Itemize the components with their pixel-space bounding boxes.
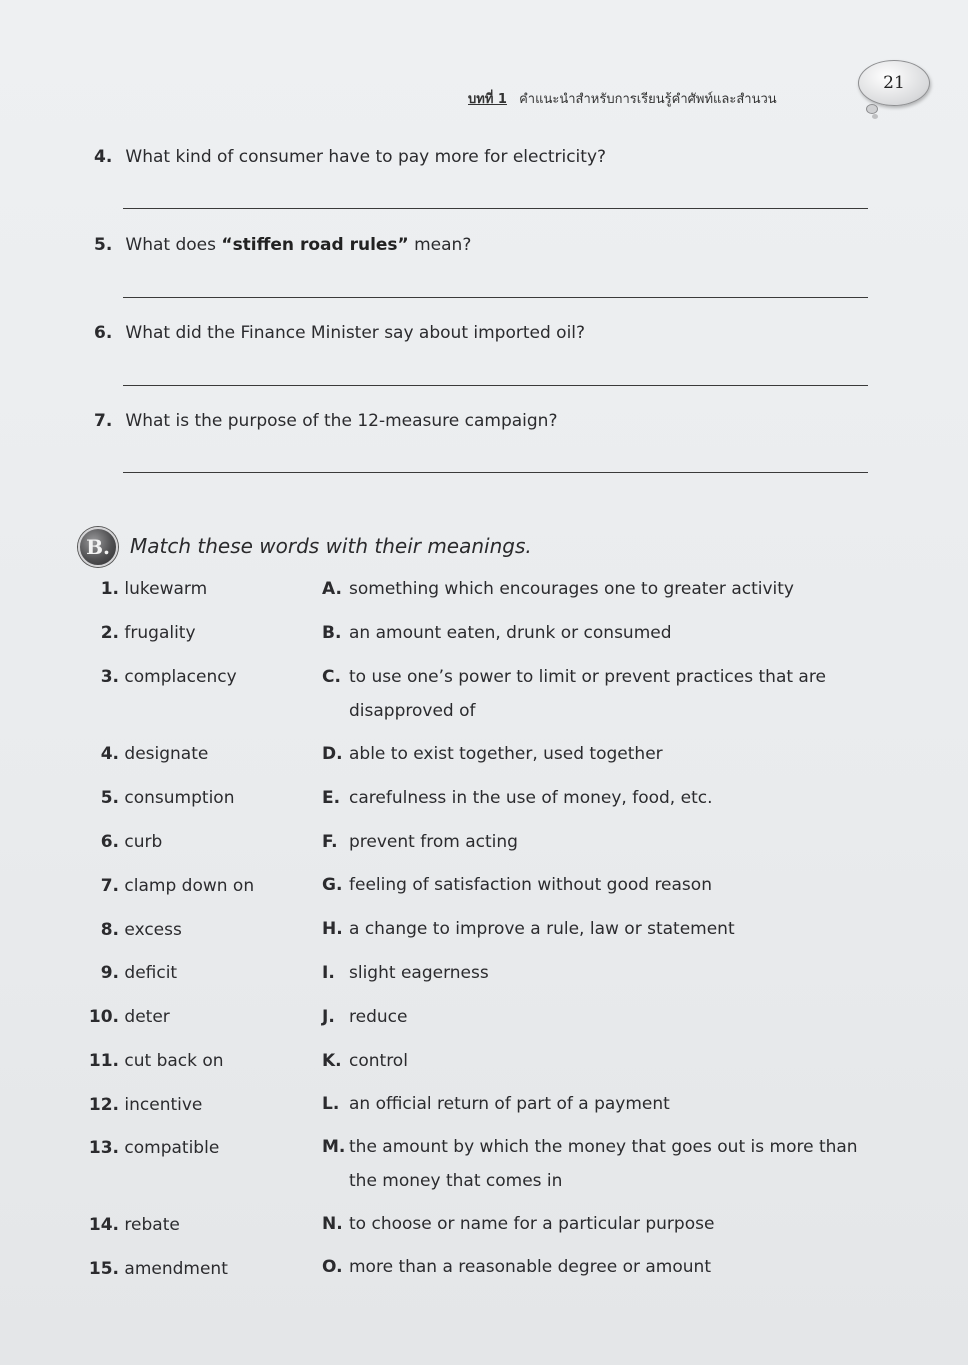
word-item: [82, 1215, 282, 1235]
meaning-letter: O.: [322, 1257, 343, 1277]
meaning-letter: H.: [322, 919, 343, 939]
meaning-item: [322, 781, 872, 815]
meaning-item: [322, 1207, 872, 1241]
word-item: [82, 744, 282, 764]
question-6: [94, 323, 585, 343]
meaning-item: [322, 956, 872, 990]
word-text: deficit: [124, 963, 178, 983]
word-text: amendment: [124, 1259, 228, 1279]
chapter-title: คำแนะนำสำหรับการเรียนรู้คำศัพท์และสำนวน: [519, 92, 777, 107]
word-number: 13.: [88, 1138, 119, 1158]
word-number: 2.: [100, 623, 119, 643]
word-item: [82, 667, 282, 687]
meaning-item: [322, 912, 872, 946]
word-item: [82, 788, 282, 808]
meaning-text: more than a reasonable degree or amount: [349, 1257, 711, 1277]
word-number: 3.: [100, 667, 119, 687]
meaning-text: control: [349, 1051, 408, 1071]
meaning-item: [322, 737, 872, 771]
answer-line-4[interactable]: [123, 208, 868, 209]
word-text: consumption: [124, 788, 235, 808]
meaning-letter: E.: [322, 788, 341, 808]
word-text: deter: [124, 1007, 170, 1027]
answer-line-5[interactable]: [123, 297, 868, 298]
word-item: [82, 920, 282, 940]
meaning-item: [322, 1000, 872, 1034]
running-header: [468, 88, 777, 109]
meaning-letter: I.: [322, 963, 335, 983]
section-b-icon: [78, 527, 118, 567]
word-item: [82, 1007, 282, 1027]
meaning-item: [322, 616, 872, 650]
meaning-letter: L.: [322, 1094, 340, 1114]
meaning-letter: C.: [322, 667, 341, 687]
section-b-instruction: Match these words with their meanings.: [130, 534, 532, 558]
answer-line-6[interactable]: [123, 385, 868, 386]
meaning-text: reduce: [349, 1007, 408, 1027]
meaning-text: an amount eaten, drunk or consumed: [349, 623, 672, 643]
word-item: [82, 1138, 282, 1158]
question-number: 5.: [94, 235, 113, 255]
meaning-item: [322, 1250, 872, 1284]
meaning-letter: J.: [322, 1007, 335, 1027]
question-number: 6.: [94, 323, 113, 343]
word-text: rebate: [124, 1215, 180, 1235]
meaning-item: [322, 868, 872, 902]
word-item: [82, 1051, 282, 1071]
question-number: 7.: [94, 411, 113, 431]
meaning-text: able to exist together, used together: [349, 744, 663, 764]
word-number: 10.: [88, 1007, 119, 1027]
meaning-text: slight eagerness: [349, 963, 489, 983]
meaning-item: [322, 825, 872, 859]
meaning-letter: F.: [322, 832, 338, 852]
word-item: [82, 832, 282, 852]
word-text: frugality: [124, 623, 196, 643]
question-5: [94, 235, 471, 255]
word-item: [82, 1259, 282, 1279]
meaning-item: [322, 660, 872, 728]
word-number: 9.: [100, 963, 119, 983]
meaning-item: [322, 1130, 872, 1198]
question-text-post: mean?: [408, 235, 472, 255]
meaning-text: carefulness in the use of money, food, etc.: [349, 788, 713, 808]
word-number: 14.: [88, 1215, 119, 1235]
meaning-text: a change to improve a rule, law or statement: [349, 919, 735, 939]
word-item: [82, 623, 282, 643]
question-4: [94, 147, 606, 167]
word-item: [82, 579, 282, 599]
word-number: 6.: [100, 832, 119, 852]
question-number: 4.: [94, 147, 113, 167]
chapter-label: บทที่ 1: [468, 92, 507, 107]
word-text: clamp down on: [124, 876, 255, 896]
word-text: complacency: [124, 667, 237, 687]
question-7: [94, 411, 557, 431]
question-text-pre: What does: [125, 235, 222, 255]
meaning-text: feeling of satisfaction without good reason: [349, 875, 712, 895]
meaning-text-continued: disapproved of: [349, 701, 476, 721]
bubble-tail-dot: [866, 104, 878, 114]
meaning-letter: N.: [322, 1214, 343, 1234]
word-number: 4.: [100, 744, 119, 764]
section-letter: B.: [86, 535, 110, 559]
word-number: 7.: [100, 876, 119, 896]
question-text: What is the purpose of the 12-measure campaign?: [125, 411, 558, 431]
meaning-text: an official return of part of a payment: [349, 1094, 670, 1114]
page-number: 21: [883, 73, 905, 93]
meaning-text: prevent from acting: [349, 832, 518, 852]
word-item: [82, 963, 282, 983]
meaning-item: [322, 1044, 872, 1078]
word-text: incentive: [124, 1095, 203, 1115]
meaning-letter: B.: [322, 623, 342, 643]
word-number: 5.: [100, 788, 119, 808]
word-number: 11.: [88, 1051, 119, 1071]
meaning-letter: K.: [322, 1051, 342, 1071]
meaning-letter: D.: [322, 744, 343, 764]
word-text: cut back on: [124, 1051, 224, 1071]
meaning-letter: M.: [322, 1137, 346, 1157]
bubble-tail-dot: [872, 114, 878, 119]
word-text: designate: [124, 744, 209, 764]
word-item: [82, 876, 282, 896]
word-item: [82, 1095, 282, 1115]
meaning-letter: A.: [322, 579, 342, 599]
word-number: 8.: [100, 920, 119, 940]
word-text: curb: [124, 832, 163, 852]
meaning-item: [322, 1087, 872, 1121]
answer-line-7[interactable]: [123, 472, 868, 473]
word-number: 1.: [100, 579, 119, 599]
word-number: 12.: [88, 1095, 119, 1115]
word-number: 15.: [88, 1259, 119, 1279]
word-text: compatible: [124, 1138, 220, 1158]
question-text: What did the Finance Minister say about imported oil?: [125, 323, 586, 343]
meaning-text-continued: the money that comes in: [349, 1171, 563, 1191]
meaning-item: [322, 572, 872, 606]
page-number-bubble: [858, 60, 930, 106]
word-text: excess: [124, 920, 182, 940]
question-text: What kind of consumer have to pay more for electricity?: [125, 147, 607, 167]
question-term: “stiffen road rules”: [221, 235, 409, 255]
meaning-text: to choose or name for a particular purpose: [349, 1214, 715, 1234]
meaning-text: the amount by which the money that goes out is more than: [349, 1137, 858, 1157]
meaning-letter: G.: [322, 875, 343, 895]
meaning-text: something which encourages one to greater activity: [349, 579, 794, 599]
meaning-text: to use one’s power to limit or prevent practices that are: [349, 667, 826, 687]
word-text: lukewarm: [124, 579, 208, 599]
